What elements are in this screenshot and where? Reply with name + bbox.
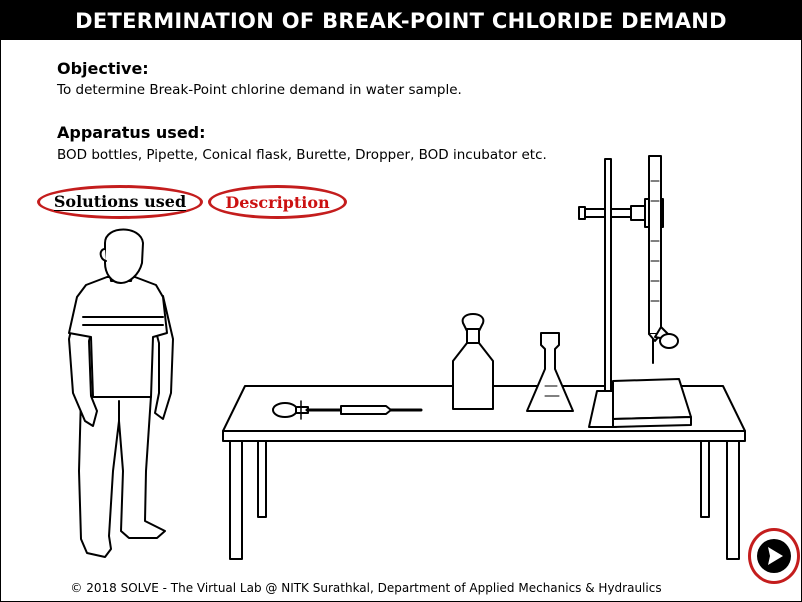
description-button[interactable] [208, 185, 347, 219]
burette [649, 156, 678, 363]
bod-bottle [453, 314, 493, 409]
solutions-used-label: Solutions used [53, 192, 187, 211]
lab-illustration [1, 1, 801, 601]
footer-text: © 2018 SOLVE - The Virtual Lab @ NITK Surathkal, Department of Applied Mechanics & Hydraulics [70, 581, 662, 595]
next-button[interactable] [748, 528, 800, 584]
description-label: Description [225, 192, 330, 212]
objective-text: To determine Break-Point chlorine demand in water sample. [57, 82, 462, 98]
conical-flask [527, 333, 573, 411]
apparatus-heading: Apparatus used: [57, 123, 206, 142]
solutions-used-button[interactable] [37, 185, 203, 219]
apparatus-text: BOD bottles, Pipette, Conical flask, Burette, Dropper, BOD incubator etc. [57, 147, 547, 163]
person-figure [69, 230, 173, 558]
objective-heading: Objective: [57, 59, 149, 78]
page-title-text: DETERMINATION OF BREAK-POINT CHLORIDE DEMAND [75, 8, 727, 33]
play-arrow-icon [756, 538, 792, 574]
